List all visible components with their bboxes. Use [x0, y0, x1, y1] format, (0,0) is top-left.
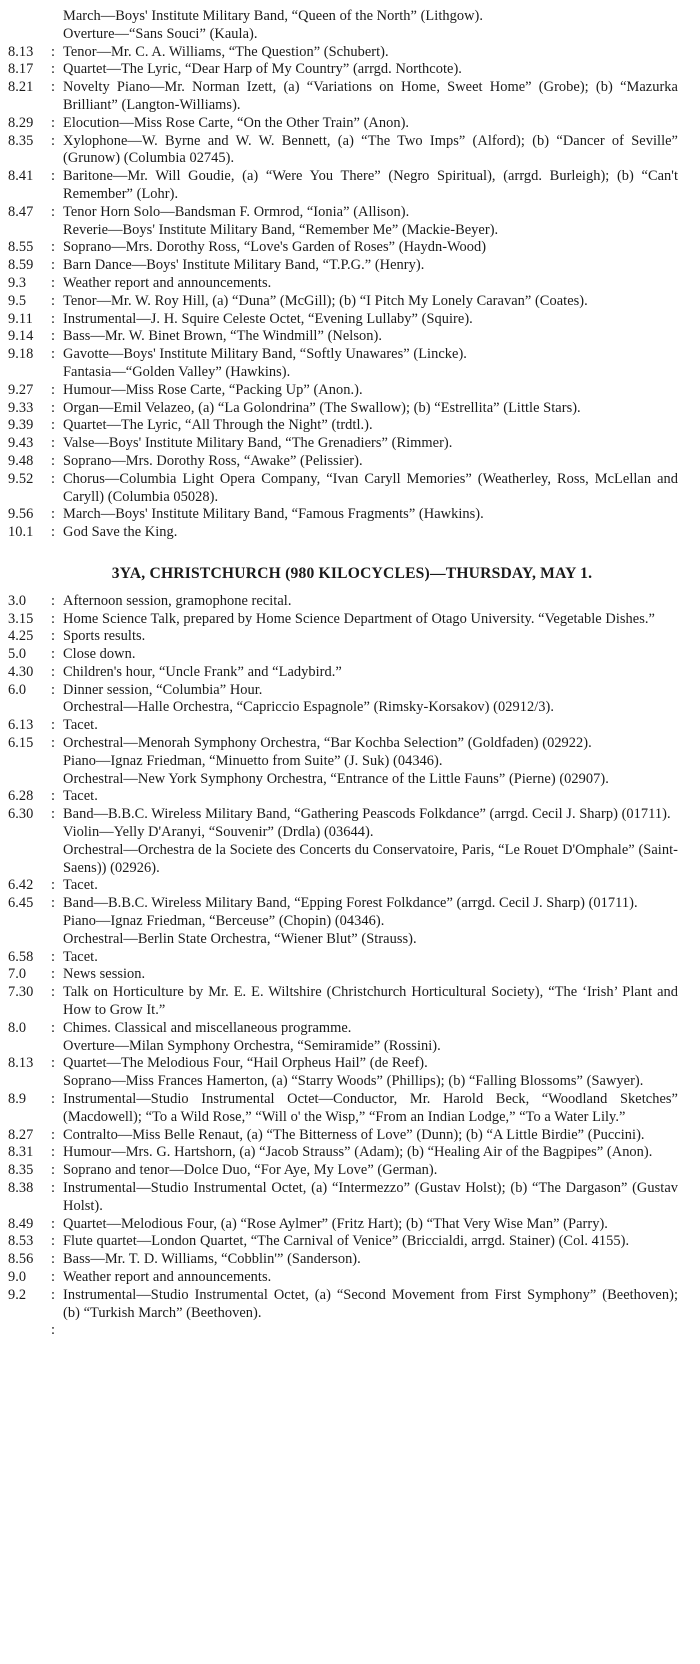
time: 8.59	[8, 257, 34, 274]
item: Barn Dance—Boys' Institute Military Band, “T.P.G.” (Henry).	[63, 257, 425, 274]
programme-line: Soprano—Miss Frances Hamerton, (a) “Starry Woods” (Phillips); (b) “Falling Blossoms” (Sawyer).	[63, 1073, 644, 1090]
time: 7.30	[8, 984, 34, 1001]
programme-line: 8.41 : Baritone—Mr. Will Goudie, (a) “Were You There” (Negro Spiritual), (arrgd. Burleigh); (b) “Can't Remember” (Lohr).	[8, 168, 678, 202]
programme-line: 8.0 : Chimes. Classical and miscellaneous programme.	[8, 1020, 678, 1038]
programme-line: 9.48 : Soprano—Mrs. Dorothy Ross, “Awake” (Pelissier).	[8, 453, 678, 471]
programme-line: 7.30 : Talk on Horticulture by Mr. E. E. Wiltshire (Christchurch Horticultural Society), “The ‘Irish’ Plant and How to Grow It.”	[8, 984, 678, 1019]
item: Quartet—The Lyric, “Dear Harp of My Country” (arrgd. Northcote).	[63, 61, 462, 78]
programme-line: 8.31 : Humour—Mrs. G. Hartshorn, (a) “Jacob Strauss” (Adam); (b) “Healing Air of the Bagpipes” (Anon).	[8, 1144, 678, 1162]
item: Valse—Boys' Institute Military Band, “The Grenadiers” (Rimmer).	[63, 435, 453, 452]
item: Organ—Emil Velazeo, (a) “La Golondrina” (The Swallow); (b) “Estrellita” (Little Stars).	[63, 399, 581, 416]
programme-line: 8.59 : Barn Dance—Boys' Institute Military Band, “T.P.G.” (Henry).	[8, 257, 678, 275]
time: 8.0	[8, 1019, 27, 1036]
item: Tenor—Mr. C. A. Williams, “The Question” (Schubert).	[63, 43, 389, 60]
time: 8.47	[8, 203, 34, 220]
programme-line: 8.38 : Instrumental—Studio Instrumental Octet, (a) “Intermezzo” (Gustav Holst); (b) “The Dargason” (Gustav Holst).	[8, 1180, 678, 1214]
time: 8.31	[8, 1144, 34, 1161]
station-heading: 3YA, CHRISTCHURCH (980 KILOCYCLES)—THURSDAY, MAY 1.	[111, 564, 593, 582]
programme-line: 6.42 : Tacet.	[8, 877, 678, 895]
item: Tacet.	[63, 788, 98, 805]
item: Band—B.B.C. Wireless Military Band, “Epping Forest Folkdance” (arrgd. Cecil J. Sharp) (01711).	[63, 895, 638, 912]
item: Instrumental—Studio Instrumental Octet, (a) “Intermezzo” (Gustav Holst); (b) “The Dargason” (Gustav Holst).	[63, 1180, 678, 1214]
time: 9.14	[8, 328, 34, 345]
time: 8.38	[8, 1180, 34, 1196]
programme-line: 6.58 : Tacet.	[8, 949, 678, 967]
time: 6.15	[8, 735, 34, 752]
item: Sports results.	[63, 628, 146, 645]
programme-line: Overture—“Sans Souci” (Kaula).	[63, 25, 258, 42]
time: 10.1	[8, 524, 34, 541]
programme-line: 3.0 : Afternoon session, gramophone recital.	[8, 593, 678, 611]
programme-line: 8.56 : Bass—Mr. T. D. Williams, “Cobblin'” (Sanderson).	[8, 1251, 678, 1269]
programme-line: Piano—Ignaz Friedman, “Berceuse” (Chopin) (04346).	[63, 913, 385, 930]
programme-line: Reverie—Boys' Institute Military Band, “Remember Me” (Mackie-Beyer).	[63, 221, 499, 238]
programme-line: 5.0 : Close down.	[8, 646, 678, 664]
programme-line: 6.45 : Band—B.B.C. Wireless Military Band, “Epping Forest Folkdance” (arrgd. Cecil J. Sharp) (01711).	[8, 895, 678, 913]
item: Bass—Mr. W. Binet Brown, “The Windmill” (Nelson).	[63, 328, 382, 345]
time: 8.55	[8, 239, 34, 256]
programme-line: 8.35 : Soprano and tenor—Dolce Duo, “For Aye, My Love” (German).	[8, 1162, 678, 1180]
item: Xylophone—W. Byrne and W. W. Bennett, (a) “The Two Imps” (Alford); (b) “Dancer of Seville” (Grunow) (Columbia 02745).	[63, 132, 678, 167]
programme-line: 9.3 : Weather report and announcements.	[8, 275, 678, 293]
time: 8.49	[8, 1215, 34, 1232]
programme-line: Overture—Milan Symphony Orchestra, “Semiramide” (Rossini).	[63, 1037, 441, 1054]
time: 3.15	[8, 610, 34, 627]
item: Flute quartet—London Quartet, “The Carnival of Venice” (Briccialdi, arrgd. Stainer) (Col. 4155).	[63, 1233, 630, 1250]
time: 8.35	[8, 1162, 34, 1179]
time: 9.56	[8, 506, 34, 523]
time: 6.58	[8, 948, 34, 965]
programme-line: Orchestral—New York Symphony Orchestra, “Entrance of the Little Fauns” (Pierne) (02907).	[63, 770, 609, 787]
time: 6.13	[8, 717, 34, 734]
item: Tacet.	[63, 877, 98, 894]
programme-line: 6.15 : Orchestral—Menorah Symphony Orchestra, “Bar Kochba Selection” (Goldfaden) (02922).	[8, 735, 678, 753]
time: 6.28	[8, 788, 34, 805]
time: 9.52	[8, 470, 34, 487]
programme-continued	[8, 8, 678, 542]
item: Novelty Piano—Mr. Norman Izett, (a) “Variations on Home, Sweet Home” (Grobe); (b) “Mazurka Brilliant” (Langton-Williams).	[63, 79, 678, 113]
time: 8.27	[8, 1126, 34, 1143]
item: Afternoon session, gramophone recital.	[63, 592, 292, 609]
item: Soprano—Mrs. Dorothy Ross, “Love's Garden of Roses” (Haydn-Wood)	[63, 239, 487, 256]
programme-line: Orchestral—Halle Orchestra, “Capriccio Espagnole” (Rimsky-Korsakov) (02912/3).	[63, 699, 555, 716]
time: 4.30	[8, 663, 34, 680]
item: Baritone—Mr. Will Goudie, (a) “Were You There” (Negro Spiritual), (arrgd. Burleigh); (b) “Can't Remember” (Lohr).	[63, 168, 678, 202]
programme-line: 8.55 : Soprano—Mrs. Dorothy Ross, “Love's Garden of Roses” (Haydn-Wood)	[8, 239, 678, 257]
item: Orchestral—Menorah Symphony Orchestra, “Bar Kochba Selection” (Goldfaden) (02922).	[63, 735, 592, 752]
programme-line: 8.49 : Quartet—Melodious Four, (a) “Rose Aylmer” (Fritz Hart); (b) “That Very Wise Man” (Parry).	[8, 1216, 678, 1234]
item: Weather report and announcements.	[63, 1268, 272, 1285]
item: Instrumental—Studio Instrumental Octet, (a) “Second Movement from First Symphony” (Beethoven); (b) “Turkish March” (Beethoven).	[63, 1286, 678, 1321]
programme-line: 8.9 : Instrumental—Studio Instrumental Octet—Conductor, Mr. Harold Beck, “Woodland Sketches” (Macdowell); “To a Wild Rose,” “Will o' the Wisp,” “From an Indian Lodge,” “To a Water Lily.”	[8, 1091, 678, 1125]
programme-line: 8.29 : Elocution—Miss Rose Carte, “On the Other Train” (Anon).	[8, 115, 678, 133]
time: 7.0	[8, 966, 27, 983]
programme-line: 8.27 : Contralto—Miss Belle Renaut, (a) “The Bitterness of Love” (Dunn); (b) “A Little Birdie” (Puccini).	[8, 1127, 678, 1145]
programme-line: 10.1 : God Save the King.	[8, 524, 678, 542]
item: Bass—Mr. T. D. Williams, “Cobblin'” (Sanderson).	[63, 1251, 361, 1268]
programme-line: :	[51, 1322, 56, 1339]
time: 6.45	[8, 895, 34, 912]
item: March—Boys' Institute Military Band, “Famous Fragments” (Hawkins).	[63, 506, 484, 523]
programme-line: March—Boys' Institute Military Band, “Queen of the North” (Lithgow).	[63, 8, 484, 24]
item: Tacet.	[63, 717, 98, 734]
programme-line: 9.39 : Quartet—The Lyric, “All Through the Night” (trdtl.).	[8, 417, 678, 435]
item: Quartet—The Melodious Four, “Hail Orpheus Hail” (de Reef).	[63, 1055, 428, 1072]
programme-line: 8.13 : Tenor—Mr. C. A. Williams, “The Question” (Schubert).	[8, 44, 678, 62]
programme-line: 9.2 : Instrumental—Studio Instrumental Octet, (a) “Second Movement from First Symphony” (Beethoven); (b) “Turkish March” (Beethoven).	[8, 1286, 678, 1321]
item: Gavotte—Boys' Institute Military Band, “Softly Unawares” (Lincke).	[63, 346, 467, 363]
programme-line: 7.0 : News session.	[8, 966, 678, 984]
time: 3.0	[8, 592, 27, 609]
item: Weather report and announcements.	[63, 274, 272, 291]
time: 4.25	[8, 628, 34, 645]
time: 8.21	[8, 79, 34, 96]
time: 8.9	[8, 1091, 27, 1108]
item: Instrumental—Studio Instrumental Octet—Conductor, Mr. Harold Beck, “Woodland Sketches” (Macdowell); “To a Wild Rose,” “Will o' the Wisp,” “From an Indian Lodge,” “To a Water Lily.”	[63, 1091, 678, 1125]
programme-line: 9.18 : Gavotte—Boys' Institute Military Band, “Softly Unawares” (Lincke).	[8, 346, 678, 364]
time: 9.33	[8, 399, 34, 416]
item: Instrumental—J. H. Squire Celeste Octet, “Evening Lullaby” (Squire).	[63, 310, 473, 327]
time: 8.13	[8, 43, 34, 60]
time: 8.13	[8, 1055, 34, 1072]
time: 8.17	[8, 61, 34, 78]
programme-line: 8.21 : Novelty Piano—Mr. Norman Izett, (a) “Variations on Home, Sweet Home” (Grobe); (b) “Mazurka Brilliant” (Langton-Williams).	[8, 79, 678, 113]
time: 9.48	[8, 452, 34, 469]
item: Tenor—Mr. W. Roy Hill, (a) “Duna” (McGill); (b) “I Pitch My Lonely Caravan” (Coates).	[63, 292, 588, 309]
item: Tenor Horn Solo—Bandsman F. Ormrod, “Ionia” (Allison).	[63, 203, 410, 220]
programme-line: 6.0 : Dinner session, “Columbia” Hour.	[8, 682, 678, 700]
programme-line: 9.43 : Valse—Boys' Institute Military Band, “The Grenadiers” (Rimmer).	[8, 435, 678, 453]
item: Home Science Talk, prepared by Home Science Department of Otago University. “Vegetable Dishes.”	[63, 610, 655, 627]
time: 8.56	[8, 1251, 34, 1268]
item: God Save the King.	[63, 524, 178, 541]
time: 9.18	[8, 346, 34, 363]
time: 9.27	[8, 381, 34, 398]
programme-line: Orchestral—Orchestra de la Societe des Concerts du Conservatoire, Paris, “Le Rouet D'Omphale” (Saint-Saens)) (02926).	[63, 841, 678, 876]
programme-line: 8.17 : Quartet—The Lyric, “Dear Harp of My Country” (arrgd. Northcote).	[8, 61, 678, 79]
programme-line: Orchestral—Berlin State Orchestra, “Wiener Blut” (Strauss).	[63, 930, 417, 947]
programme-line: 9.52 : Chorus—Columbia Light Opera Company, “Ivan Caryll Memories” (Weatherley, Ross, McLellan and Caryll) (Columbia 05028).	[8, 470, 678, 505]
time: 9.43	[8, 435, 34, 452]
programme-line: Piano—Ignaz Friedman, “Minuetto from Suite” (J. Suk) (04346).	[63, 752, 443, 769]
programme-line: 9.56 : March—Boys' Institute Military Band, “Famous Fragments” (Hawkins).	[8, 506, 678, 524]
item: Band—B.B.C. Wireless Military Band, “Gathering Peascods Folkdance” (arrgd. Cecil J. Sharp) (01711).	[63, 806, 671, 823]
programme-line: Fantasia—“Golden Valley” (Hawkins).	[63, 363, 291, 380]
item: Chorus—Columbia Light Opera Company, “Ivan Caryll Memories” (Weatherley, Ross, McLellan and Caryll) (Columbia 05028).	[63, 470, 678, 505]
item: Dinner session, “Columbia” Hour.	[63, 681, 263, 698]
item: Soprano—Mrs. Dorothy Ross, “Awake” (Pelissier).	[63, 452, 363, 469]
time: 9.11	[8, 310, 33, 327]
item: News session.	[63, 966, 146, 983]
programme-line: 8.47 : Tenor Horn Solo—Bandsman F. Ormrod, “Ionia” (Allison).	[8, 204, 678, 222]
programme-line: Violin—Yelly D'Aranyi, “Souvenir” (Drdla) (03644).	[63, 824, 374, 841]
item: Humour—Miss Rose Carte, “Packing Up” (Anon.).	[63, 381, 363, 398]
item: Humour—Mrs. G. Hartshorn, (a) “Jacob Strauss” (Adam); (b) “Healing Air of the Bagpipes” (Anon).	[63, 1144, 653, 1161]
time: 6.30	[8, 806, 34, 823]
programme-line: 4.30 : Children's hour, “Uncle Frank” and “Ladybird.”	[8, 664, 678, 682]
item: Quartet—The Lyric, “All Through the Night” (trdtl.).	[63, 417, 373, 434]
time: 5.0	[8, 646, 27, 663]
time: 9.3	[8, 274, 27, 291]
item: Quartet—Melodious Four, (a) “Rose Aylmer” (Fritz Hart); (b) “That Very Wise Man” (Parry).	[63, 1215, 608, 1232]
programme-line: 8.35 : Xylophone—W. Byrne and W. W. Bennett, (a) “The Two Imps” (Alford); (b) “Dancer of Seville” (Grunow) (Columbia 02745).	[8, 132, 678, 167]
time: 6.0	[8, 681, 27, 698]
programme-line: 8.53 : Flute quartet—London Quartet, “The Carnival of Venice” (Briccialdi, arrgd. Stainer) (Col. 4155).	[8, 1233, 678, 1251]
programme-line: 6.28 : Tacet.	[8, 788, 678, 806]
programme-line: 9.33 : Organ—Emil Velazeo, (a) “La Golondrina” (The Swallow); (b) “Estrellita” (Little Stars).	[8, 400, 678, 418]
programme-line: 3.15 : Home Science Talk, prepared by Home Science Department of Otago University. “Vegetable Dishes.”	[8, 611, 678, 629]
item: Contralto—Miss Belle Renaut, (a) “The Bitterness of Love” (Dunn); (b) “A Little Birdie” (Puccini).	[63, 1126, 645, 1143]
item: Children's hour, “Uncle Frank” and “Ladybird.”	[63, 663, 342, 680]
time: 9.39	[8, 417, 34, 434]
item: Close down.	[63, 646, 136, 663]
item: Talk on Horticulture by Mr. E. E. Wiltshire (Christchurch Horticultural Society), “The ‘Irish’ Plant and How to Grow It.”	[63, 984, 678, 1019]
time: 8.53	[8, 1233, 34, 1250]
time: 8.35	[8, 132, 34, 149]
programme-line: 9.27 : Humour—Miss Rose Carte, “Packing Up” (Anon.).	[8, 382, 678, 400]
item: Soprano and tenor—Dolce Duo, “For Aye, My Love” (German).	[63, 1162, 438, 1179]
programme-line: 4.25 : Sports results.	[8, 628, 678, 646]
programme-line: 6.13 : Tacet.	[8, 717, 678, 735]
time: 9.2	[8, 1286, 27, 1303]
programme-line: 8.13 : Quartet—The Melodious Four, “Hail Orpheus Hail” (de Reef).	[8, 1055, 678, 1073]
time: 9.5	[8, 292, 27, 309]
time: 9.0	[8, 1268, 27, 1285]
item: Chimes. Classical and miscellaneous programme.	[63, 1019, 352, 1036]
item: Elocution—Miss Rose Carte, “On the Other Train” (Anon).	[63, 114, 410, 131]
time: 6.42	[8, 877, 34, 894]
programme-line: 9.5 : Tenor—Mr. W. Roy Hill, (a) “Duna” (McGill); (b) “I Pitch My Lonely Caravan” (Coates).	[8, 293, 678, 311]
programme-line: 9.0 : Weather report and announcements.	[8, 1269, 678, 1287]
programme-3ya	[8, 593, 678, 1340]
programme-line: 9.11 : Instrumental—J. H. Squire Celeste Octet, “Evening Lullaby” (Squire).	[8, 311, 678, 329]
programme-line: 9.14 : Bass—Mr. W. Binet Brown, “The Windmill” (Nelson).	[8, 328, 678, 346]
time: 8.41	[8, 168, 34, 185]
time: 8.29	[8, 114, 34, 131]
item: Tacet.	[63, 948, 98, 965]
programme-line: 6.30 : Band—B.B.C. Wireless Military Band, “Gathering Peascods Folkdance” (arrgd. Cecil J. Sharp) (01711).	[8, 806, 678, 824]
